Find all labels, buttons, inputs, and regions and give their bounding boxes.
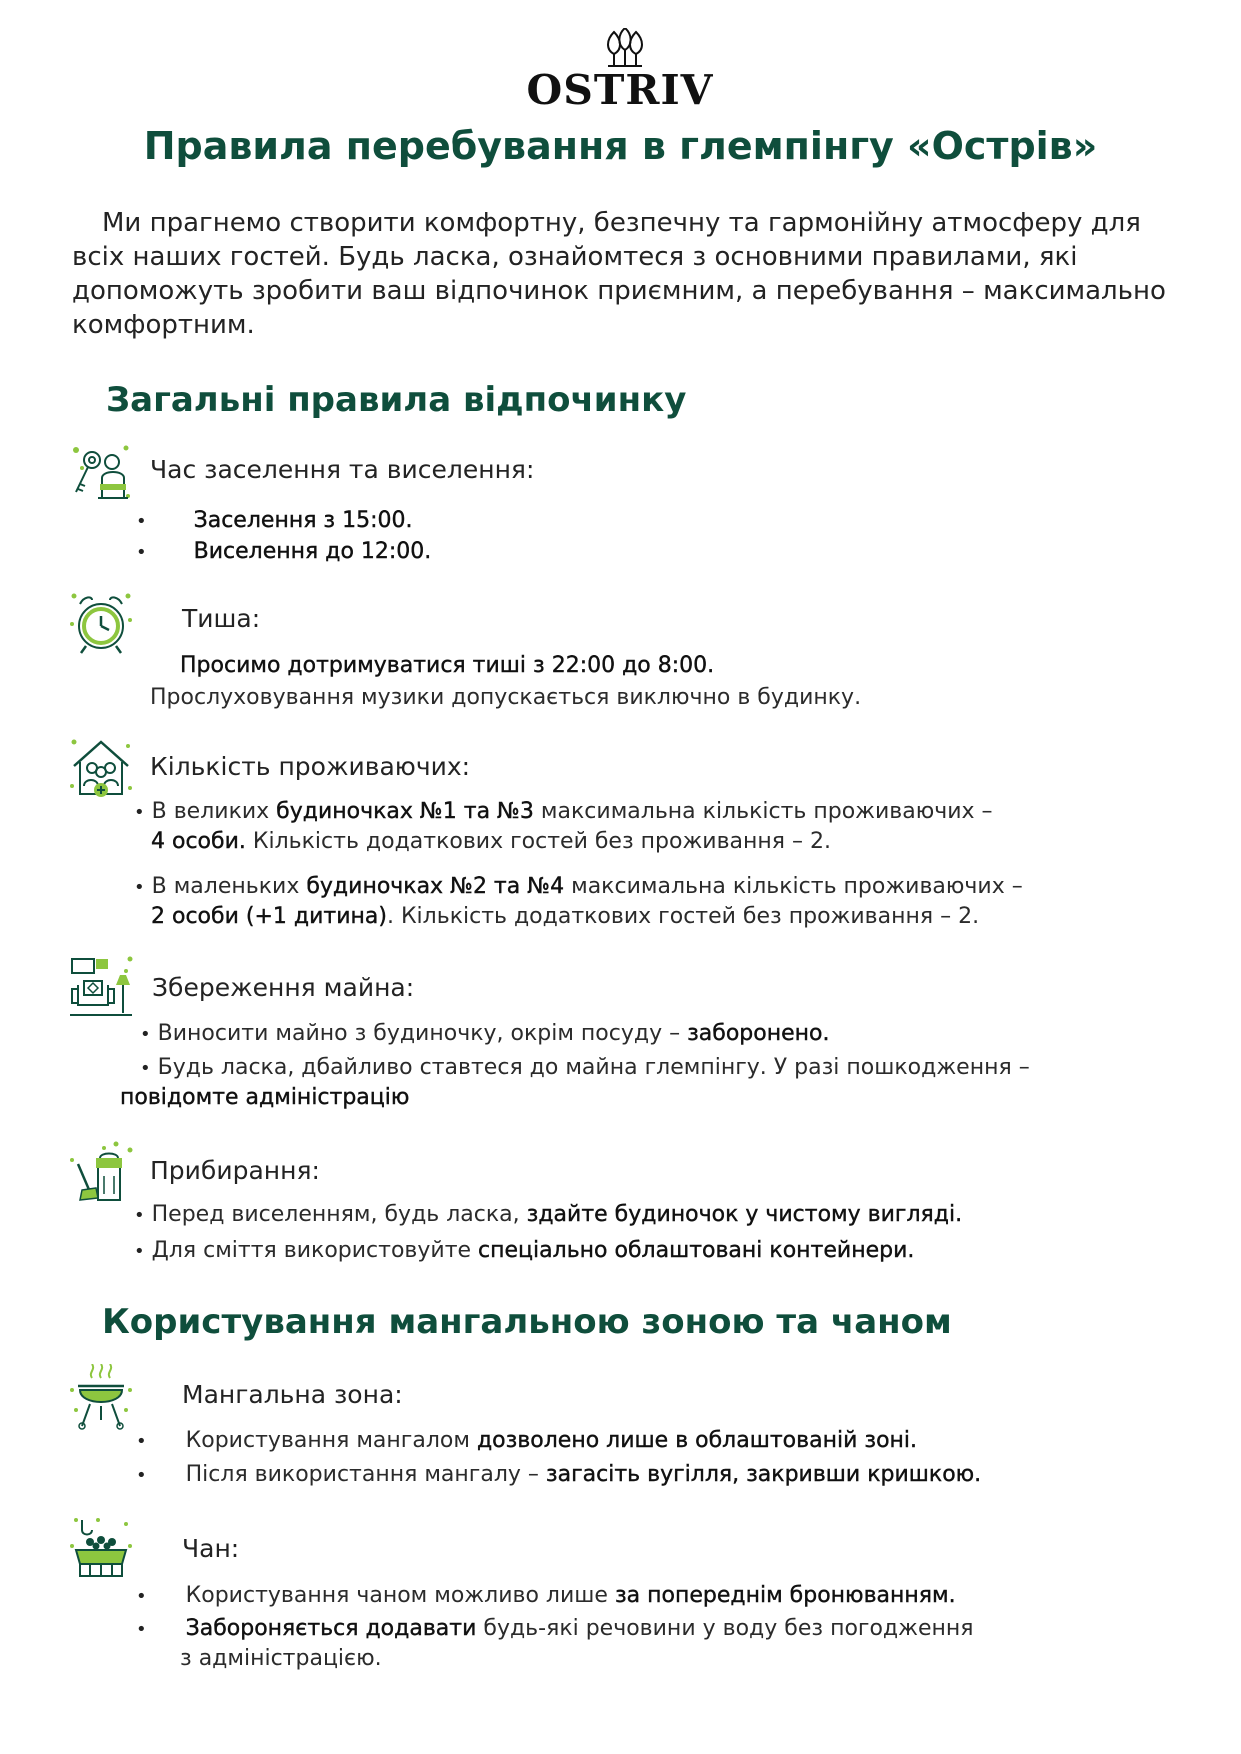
bullet: • <box>136 1619 147 1640</box>
bullet: • <box>136 542 147 563</box>
grill-title: Мангальна зона: <box>182 1380 403 1409</box>
grill-icon <box>68 1364 134 1430</box>
intro-paragraph: Ми прагнемо створити комфортну, безпечну та гармонійну атмосферу для всіх наших гостей. Будь ласка, ознайомтеся з основними правилами, які допоможуть зробити ваш відпочинок приємним, а перебування – максимально комфортним. <box>72 208 1166 340</box>
key-icon <box>68 440 134 506</box>
cleaning-text: Для сміття використовуйте <box>151 1238 479 1263</box>
occupancy-text: В маленьких <box>151 874 307 899</box>
list-item <box>134 1200 962 1231</box>
trees-logo-icon <box>602 28 648 68</box>
logo-text: OSTRIV <box>526 66 714 114</box>
occupancy-title: Кількість проживаючих: <box>150 752 471 781</box>
occupancy-max: 2 особи (+1 дитина) <box>151 904 387 929</box>
bullet: • <box>140 1058 151 1079</box>
section-grill-heading: Користування мангальною зоною та чаном <box>102 1302 952 1342</box>
bullet: • <box>136 1465 147 1486</box>
bullet: • <box>134 1241 145 1262</box>
property-notify: повідомте адміністрацію <box>120 1085 410 1110</box>
checkin-title: Час заселення та виселення: <box>150 455 535 484</box>
quiet-title: Тиша: <box>182 604 261 633</box>
grill-text: Після використання мангалу – <box>185 1462 546 1487</box>
cleaning-icon <box>68 1140 134 1206</box>
quiet-music: Прослуховування музики допускається виключно в будинку. <box>150 685 862 710</box>
list-item <box>136 537 431 568</box>
cleaning-text: Перед виселенням, будь ласка, <box>151 1202 527 1227</box>
house-people-icon <box>68 736 134 802</box>
tub-booking: за попереднім бронюванням. <box>614 1583 956 1608</box>
checkout-time: Виселення до 12:00. <box>193 539 432 564</box>
list-item <box>136 1581 956 1612</box>
list-item-continued <box>151 902 979 932</box>
occupancy-houses: будиночках №2 та №4 <box>306 874 565 899</box>
grill-text: Користування мангалом <box>185 1428 477 1453</box>
occupancy-text: В великих <box>151 799 277 824</box>
list-item <box>134 872 1023 903</box>
occupancy-text: максимальна кількість проживаючих – <box>533 799 993 824</box>
bullet: • <box>136 1586 147 1607</box>
bullet: • <box>136 1431 147 1452</box>
logo <box>520 28 720 114</box>
bullet: • <box>134 1205 145 1226</box>
bullet: • <box>140 1024 151 1045</box>
property-forbidden: заборонено. <box>687 1021 830 1046</box>
list-item <box>134 797 993 828</box>
bullet: • <box>134 802 145 823</box>
occupancy-max: 4 особи. <box>151 829 246 854</box>
quiet-hours-text: Просимо дотримуватися тиші з 22:00 до 8:00. <box>180 653 715 678</box>
grill-allowed-zone: дозволено лише в облаштованій зоні. <box>476 1428 918 1453</box>
list-item <box>136 1614 974 1645</box>
tub-text: будь-які речовини у воду без погодження <box>476 1616 974 1641</box>
occupancy-text: . Кількість додаткових гостей без проживання – 2. <box>386 904 980 929</box>
list-item <box>136 1460 981 1491</box>
list-item <box>136 1426 917 1457</box>
property-text: Виносити майно з будиночку, окрім посуду – <box>157 1021 688 1046</box>
cleaning-clean-house: здайте будиночок у чистому вигляді. <box>526 1202 963 1227</box>
cleaning-containers: спеціально облаштовані контейнери. <box>478 1238 915 1263</box>
occupancy-houses: будиночках №1 та №3 <box>276 799 534 824</box>
list-item <box>134 1236 914 1267</box>
tub-forbidden: Забороняється додавати <box>185 1616 477 1641</box>
cleaning-title: Прибирання: <box>150 1156 320 1185</box>
tub-title: Чан: <box>182 1534 240 1563</box>
list-item <box>136 506 413 537</box>
alarm-clock-icon <box>68 590 134 656</box>
quiet-hours <box>180 651 714 681</box>
bullet: • <box>136 511 147 532</box>
checkin-time: Заселення з 15:00. <box>193 508 413 533</box>
list-item-continued <box>151 827 831 857</box>
property-text: Будь ласка, дбайливо ставтеся до майна глемпінгу. У разі пошкодження – <box>157 1055 1030 1080</box>
furniture-icon <box>68 955 134 1021</box>
section-general-heading: Загальні правила відпочинку <box>106 380 687 420</box>
occupancy-text: Кількість додаткових гостей без проживання – 2. <box>245 829 832 854</box>
occupancy-text: максимальна кількість проживаючих – <box>564 874 1023 899</box>
property-title: Збереження майна: <box>152 973 415 1002</box>
page-title: Правила перебування в глемпінгу «Острів» <box>143 124 1098 168</box>
bullet: • <box>134 877 145 898</box>
hot-tub-icon <box>68 1516 134 1582</box>
list-item <box>140 1019 829 1050</box>
list-item-continued <box>120 1083 409 1113</box>
list-item <box>140 1053 1030 1084</box>
list-item-continued: з адміністрацією. <box>180 1646 382 1671</box>
tub-text: Користування чаном можливо лише <box>185 1583 615 1608</box>
grill-extinguish: загасіть вугілля, закривши кришкою. <box>545 1462 982 1487</box>
